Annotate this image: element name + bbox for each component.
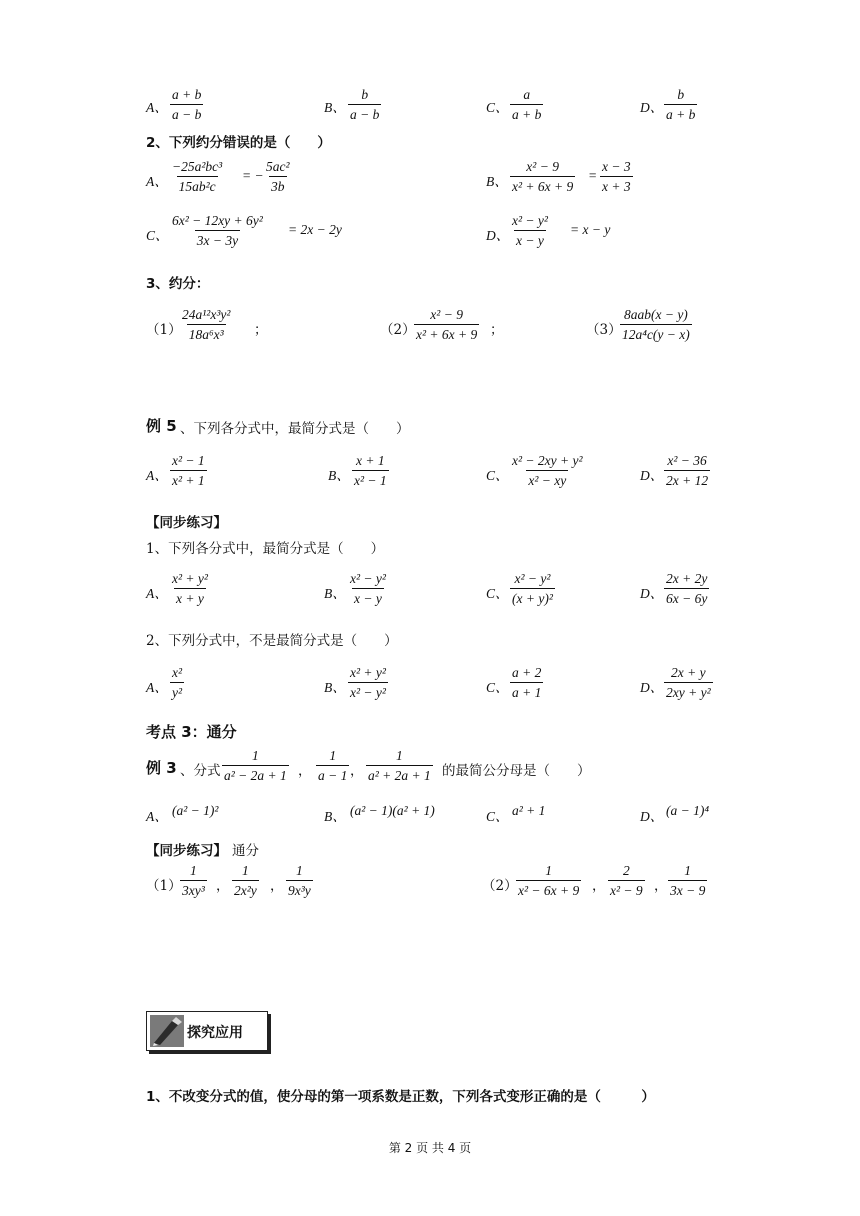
q1-b-fraction xyxy=(348,86,381,123)
denominator: (x + y)² xyxy=(510,588,555,607)
q3-2-fraction xyxy=(414,306,479,343)
sync1-q1-d-label: D、 xyxy=(640,586,664,601)
numerator: 2 xyxy=(622,863,630,878)
ex5-a-fraction xyxy=(170,452,207,489)
numerator: 1 xyxy=(545,863,552,878)
q1-c-label: C、 xyxy=(486,100,509,115)
denominator: a − b xyxy=(170,104,203,123)
q3-2-separator: ； xyxy=(490,322,504,338)
sync1-q1-c-label: C、 xyxy=(486,586,509,601)
q1-b-label: B、 xyxy=(324,100,346,115)
denominator: x² − 1 xyxy=(352,470,389,489)
numerator: 1 xyxy=(396,748,403,763)
kp3-c-label: C、 xyxy=(486,809,509,824)
q2-a-fraction-right xyxy=(264,158,292,195)
kp3-ex-pre: 、分式 xyxy=(180,763,221,779)
explore-q1-stem: 1、不改变分式的值，使分母的第一项系数是正数，下列各式变形正确的是（ ） xyxy=(146,1089,655,1105)
q3-1-fraction xyxy=(180,306,232,343)
denominator: x² + 6x + 9 xyxy=(510,176,575,195)
numerator: 8aab(x − y) xyxy=(623,307,688,322)
kp3-sync-tail: 通分 xyxy=(232,843,259,859)
numerator: a + b xyxy=(172,87,202,102)
ex5-b-label: B、 xyxy=(328,468,350,483)
q2-b-equals: = xyxy=(588,168,598,183)
sync1-q1-b-fraction xyxy=(348,570,388,607)
kp3-title: 考点 3：通分 xyxy=(146,723,237,741)
ex5-d-label: D、 xyxy=(640,468,664,483)
kp3-b-label: B、 xyxy=(324,809,346,824)
kp3-part1-fraction-2 xyxy=(232,862,259,899)
sync1-q2-c-fraction xyxy=(510,664,543,701)
sync1-q2-a-fraction xyxy=(170,664,184,701)
denominator: x² − 6x + 9 xyxy=(516,880,581,899)
numerator: −25a²bc³ xyxy=(172,159,223,174)
q2-b-fraction-left xyxy=(510,158,575,195)
numerator: x² − 1 xyxy=(172,453,205,468)
kp3-part1-comma-1: ， xyxy=(216,878,230,894)
kp3-comma-1: ， xyxy=(298,763,312,779)
numerator: x² + y² xyxy=(350,665,386,680)
ex5-heading: 例 5 xyxy=(146,417,177,435)
kp3-a-expr: (a² − 1)² xyxy=(172,803,219,818)
denominator: x² − y² xyxy=(348,682,388,701)
sync1-q2-b-fraction xyxy=(348,664,388,701)
denominator: 3xy³ xyxy=(180,880,207,899)
kp3-a-label: A、 xyxy=(146,809,168,824)
numerator: 1 xyxy=(252,748,259,763)
denominator: 3x − 3y xyxy=(195,230,240,249)
kp3-part1-fraction-1 xyxy=(180,862,207,899)
numerator: 2x + y xyxy=(671,665,706,680)
denominator: y² xyxy=(170,682,184,701)
kp3-part2-comma-1: ， xyxy=(592,878,606,894)
kp3-fraction-3 xyxy=(366,747,433,784)
denominator: 18a⁶x³ xyxy=(187,324,226,343)
q3-3-fraction xyxy=(620,306,692,343)
q2-c-result: = 2x − 2y xyxy=(288,222,342,237)
kp3-comma-2: ， xyxy=(350,763,364,779)
ex5-d-fraction xyxy=(664,452,710,489)
kp3-fraction-1 xyxy=(222,747,289,784)
q2-d-label: D、 xyxy=(486,228,510,243)
q2-stem: 2、下列约分错误的是（ ） xyxy=(146,135,331,151)
denominator: x² + 6x + 9 xyxy=(414,324,479,343)
sync1-q1-c-fraction xyxy=(510,570,555,607)
denominator: x + y xyxy=(174,588,206,607)
ex5-c-label: C、 xyxy=(486,468,509,483)
denominator: a² + 2a + 1 xyxy=(366,765,433,784)
q3-2-label: （2） xyxy=(380,322,416,338)
q3-stem: 3、约分： xyxy=(146,276,210,292)
denominator: 3x − 9 xyxy=(668,880,707,899)
sync1-q1-b-label: B、 xyxy=(324,586,346,601)
sync1-q2-d-fraction xyxy=(664,664,713,701)
sync1-q2-b-label: B、 xyxy=(324,680,346,695)
denominator: 6x − 6y xyxy=(664,588,709,607)
kp3-sync-title: 【同步练习】 xyxy=(146,843,227,859)
kp3-d-label: D、 xyxy=(640,809,664,824)
pen-icon xyxy=(150,1015,184,1047)
denominator: x² + 1 xyxy=(170,470,207,489)
q1-d-fraction xyxy=(664,86,697,123)
kp3-part2-label: （2） xyxy=(482,878,518,894)
q1-a-label: A、 xyxy=(146,100,168,115)
numerator: x² + y² xyxy=(172,571,208,586)
denominator: 15ab²c xyxy=(177,176,218,195)
q2-d-result: = x − y xyxy=(570,222,611,237)
ex5-b-fraction xyxy=(352,452,389,489)
sync1-q1-a-fraction xyxy=(170,570,210,607)
q2-a-label: A、 xyxy=(146,174,168,189)
sync1-q2-c-label: C、 xyxy=(486,680,509,695)
sync1-q2-a-label: A、 xyxy=(146,680,168,695)
numerator: 24a¹²x³y² xyxy=(182,307,231,322)
kp3-part1-fraction-3 xyxy=(286,862,313,899)
explore-section-badge xyxy=(146,1011,268,1051)
ex5-c-fraction xyxy=(510,452,585,489)
q2-a-fraction-left xyxy=(170,158,224,195)
numerator: x² − y² xyxy=(512,213,548,228)
kp3-part1-label: （1） xyxy=(146,878,182,894)
numerator: a + 2 xyxy=(512,665,542,680)
q2-a-equals: = − xyxy=(242,168,264,183)
sync1-q1-d-fraction xyxy=(664,570,709,607)
kp3-part1-comma-2: ， xyxy=(270,878,284,894)
page-footer: 第 2 页 共 4 页 xyxy=(388,1141,472,1155)
q1-c-fraction xyxy=(510,86,543,123)
numerator: x² − 9 xyxy=(526,159,559,174)
numerator: 1 xyxy=(190,863,197,878)
numerator: x² − 2xy + y² xyxy=(512,453,583,468)
denominator: x − y xyxy=(352,588,384,607)
q3-1-separator: ； xyxy=(254,322,268,338)
numerator: x² − y² xyxy=(350,571,386,586)
numerator: 1 xyxy=(296,863,303,878)
numerator: b xyxy=(361,87,369,102)
sync1-q2-d-label: D、 xyxy=(640,680,664,695)
q2-b-label: B、 xyxy=(486,174,508,189)
numerator: x² − 9 xyxy=(430,307,463,322)
numerator: a xyxy=(523,87,531,102)
numerator: x² − 36 xyxy=(667,453,707,468)
sync1-q1-a-label: A、 xyxy=(146,586,168,601)
sync1-q1-stem: 1、下列各分式中，最简分式是（ ） xyxy=(146,541,385,557)
q2-c-label: C、 xyxy=(146,228,169,243)
denominator: x² − xy xyxy=(526,470,568,489)
kp3-part2-fraction-2 xyxy=(608,862,645,899)
denominator: x² − 9 xyxy=(608,880,645,899)
explore-section-label: 探究应用 xyxy=(187,1025,243,1041)
kp3-fraction-2 xyxy=(316,747,349,784)
kp3-part2-fraction-1 xyxy=(516,862,581,899)
denominator: a + 1 xyxy=(510,682,543,701)
q3-3-label: （3） xyxy=(586,322,622,338)
ex5-stem: 、下列各分式中，最简分式是（ ） xyxy=(180,421,410,437)
q3-1-label: （1） xyxy=(146,322,182,338)
q2-d-fraction xyxy=(510,212,550,249)
kp3-ex-post: 的最简公分母是（ ） xyxy=(442,763,591,779)
denominator: a − 1 xyxy=(316,765,349,784)
denominator: 2x²y xyxy=(232,880,259,899)
denominator: a² − 2a + 1 xyxy=(222,765,289,784)
q1-d-label: D、 xyxy=(640,100,664,115)
q1-a-fraction xyxy=(170,86,203,123)
kp3-c-expr: a² + 1 xyxy=(512,803,546,818)
numerator: 6x² − 12xy + 6y² xyxy=(172,213,263,228)
numerator: b xyxy=(677,87,685,102)
q2-b-fraction-right xyxy=(600,158,633,195)
numerator: 5ac² xyxy=(266,159,290,174)
ex5-a-label: A、 xyxy=(146,468,168,483)
numerator: 1 xyxy=(684,863,692,878)
kp3-part2-fraction-3 xyxy=(668,862,707,899)
kp3-ex-heading: 例 3 xyxy=(146,759,177,777)
kp3-d-expr: (a − 1)⁴ xyxy=(666,803,710,818)
numerator: 1 xyxy=(329,748,337,763)
kp3-b-expr: (a² − 1)(a² + 1) xyxy=(350,803,435,818)
denominator: 3b xyxy=(269,176,287,195)
denominator: a + b xyxy=(664,104,697,123)
kp3-part2-comma-2: ， xyxy=(654,878,668,894)
numerator: 2x + 2y xyxy=(666,571,708,586)
numerator: x + 1 xyxy=(356,453,385,468)
numerator: x² − y² xyxy=(514,571,551,586)
denominator: a + b xyxy=(510,104,543,123)
denominator: 2xy + y² xyxy=(664,682,713,701)
numerator: 1 xyxy=(242,863,249,878)
numerator: x² xyxy=(172,665,183,680)
sync1-title: 【同步练习】 xyxy=(146,515,227,531)
denominator: x + 3 xyxy=(600,176,633,195)
sync1-q2-stem: 2、下列分式中，不是最简分式是（ ） xyxy=(146,633,398,649)
denominator: 9x³y xyxy=(286,880,313,899)
denominator: x − y xyxy=(514,230,546,249)
denominator: 12a⁴c(y − x) xyxy=(620,324,692,343)
q2-c-fraction xyxy=(170,212,265,249)
denominator: 2x + 12 xyxy=(664,470,710,489)
numerator: x − 3 xyxy=(602,159,631,174)
denominator: a − b xyxy=(348,104,381,123)
